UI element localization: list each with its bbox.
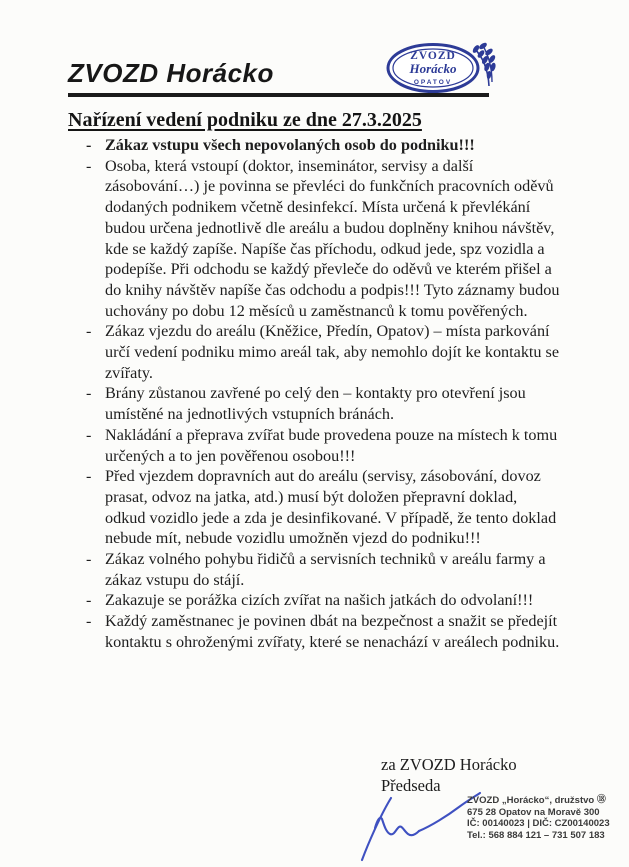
directive-item: - Zákaz vjezdu do areálu (Kněžice, Předín, Opatov) – místa parkování určí vedení podniku mimo areál tak, aby nemohlo dojít ke kontaktu se zvířaty. bbox=[68, 321, 560, 383]
directive-item: - Brány zůstanou zavřené po celý den – kontakty pro otevření jsou umístěné na jednotlivých vstupních bránách. bbox=[68, 383, 560, 424]
logo-text-top: ZVOZD bbox=[410, 50, 456, 62]
directive-item: - Osoba, která vstoupí (doktor, inseminátor, servisy a další zásobování…) je povinna se převléci do funkčních pracovních oděvů dodaných podnikem včetně desinfekcí. Místa určená k převlékání budou určena jednotlivě dle areálu a budou doplněny knihou návštěv, kde se každý zapíše. Napíše čas příchodu, odkud jede, spz vozidla a podepíše. Při odchodu se každý převleče do oděvů ve kterém přišel a do knihy návštěv napíše čas odchodu a podpis!!! Tyto záznamy budou uchovány po dobu 12 měsíců u zaměstnanců k tomu pověřených. bbox=[68, 156, 560, 322]
signature-for-line: za ZVOZD Horácko bbox=[381, 755, 517, 774]
company-logo bbox=[386, 42, 498, 96]
signature-role-line: Předseda bbox=[381, 776, 441, 795]
stamp-company: ZVOZD „Horácko“, družstvo bbox=[467, 795, 595, 806]
directive-item: - Nakládání a přeprava zvířat bude provedena pouze na místech k tomu určených a to jen pověřenou osobou!!! bbox=[68, 425, 560, 466]
directives-list bbox=[68, 135, 560, 653]
stamp-number-mark: ⑱ bbox=[596, 794, 606, 804]
directive-item: - Každý zaměstnanec je povinen dbát na bezpečnost a snažit se předejít kontaktu s ohroženými zvířaty, které se nenachází v areálech podniku. bbox=[68, 611, 560, 652]
document-title: Nařízení vedení podniku ze dne 27.3.2025 bbox=[68, 109, 422, 131]
directive-item: - Před vjezdem dopravních aut do areálu (servisy, zásobování, dovoz prasat, odvoz na jatka, atd.) musí být doložen přepravní doklad, odkud vozidlo jede a zda je desinfikované. V případě, že tento doklad nebude mít, nebude vozidlu umožněn vjezd do podniku!!! bbox=[68, 466, 560, 549]
stamp-line-2: 675 28 Opatov na Moravě 300 bbox=[467, 806, 600, 818]
stamp-line-3: IČ: 00140023 | DIČ: CZ00140023 bbox=[467, 818, 610, 830]
stamp-line-1 bbox=[467, 794, 610, 807]
logo-text-middle: Horácko bbox=[409, 61, 457, 76]
company-name: ZVOZD Horácko bbox=[68, 58, 274, 88]
stamp-line-4: Tel.: 568 884 121 – 731 507 183 bbox=[467, 829, 605, 841]
directive-item: - Zakazuje se porážka cizích zvířat na našich jatkách do odvolaní!!! bbox=[68, 590, 560, 611]
company-stamp bbox=[467, 794, 610, 841]
logo-text-bottom: OPATOV bbox=[413, 79, 453, 86]
directive-item: - Zákaz vstupu všech nepovolaných osob do podniku!!! bbox=[68, 135, 560, 156]
directive-item: - Zákaz volného pohybu řidičů a servisních techniků v areálu farmy a zákaz vstupu do stájí. bbox=[68, 549, 560, 590]
